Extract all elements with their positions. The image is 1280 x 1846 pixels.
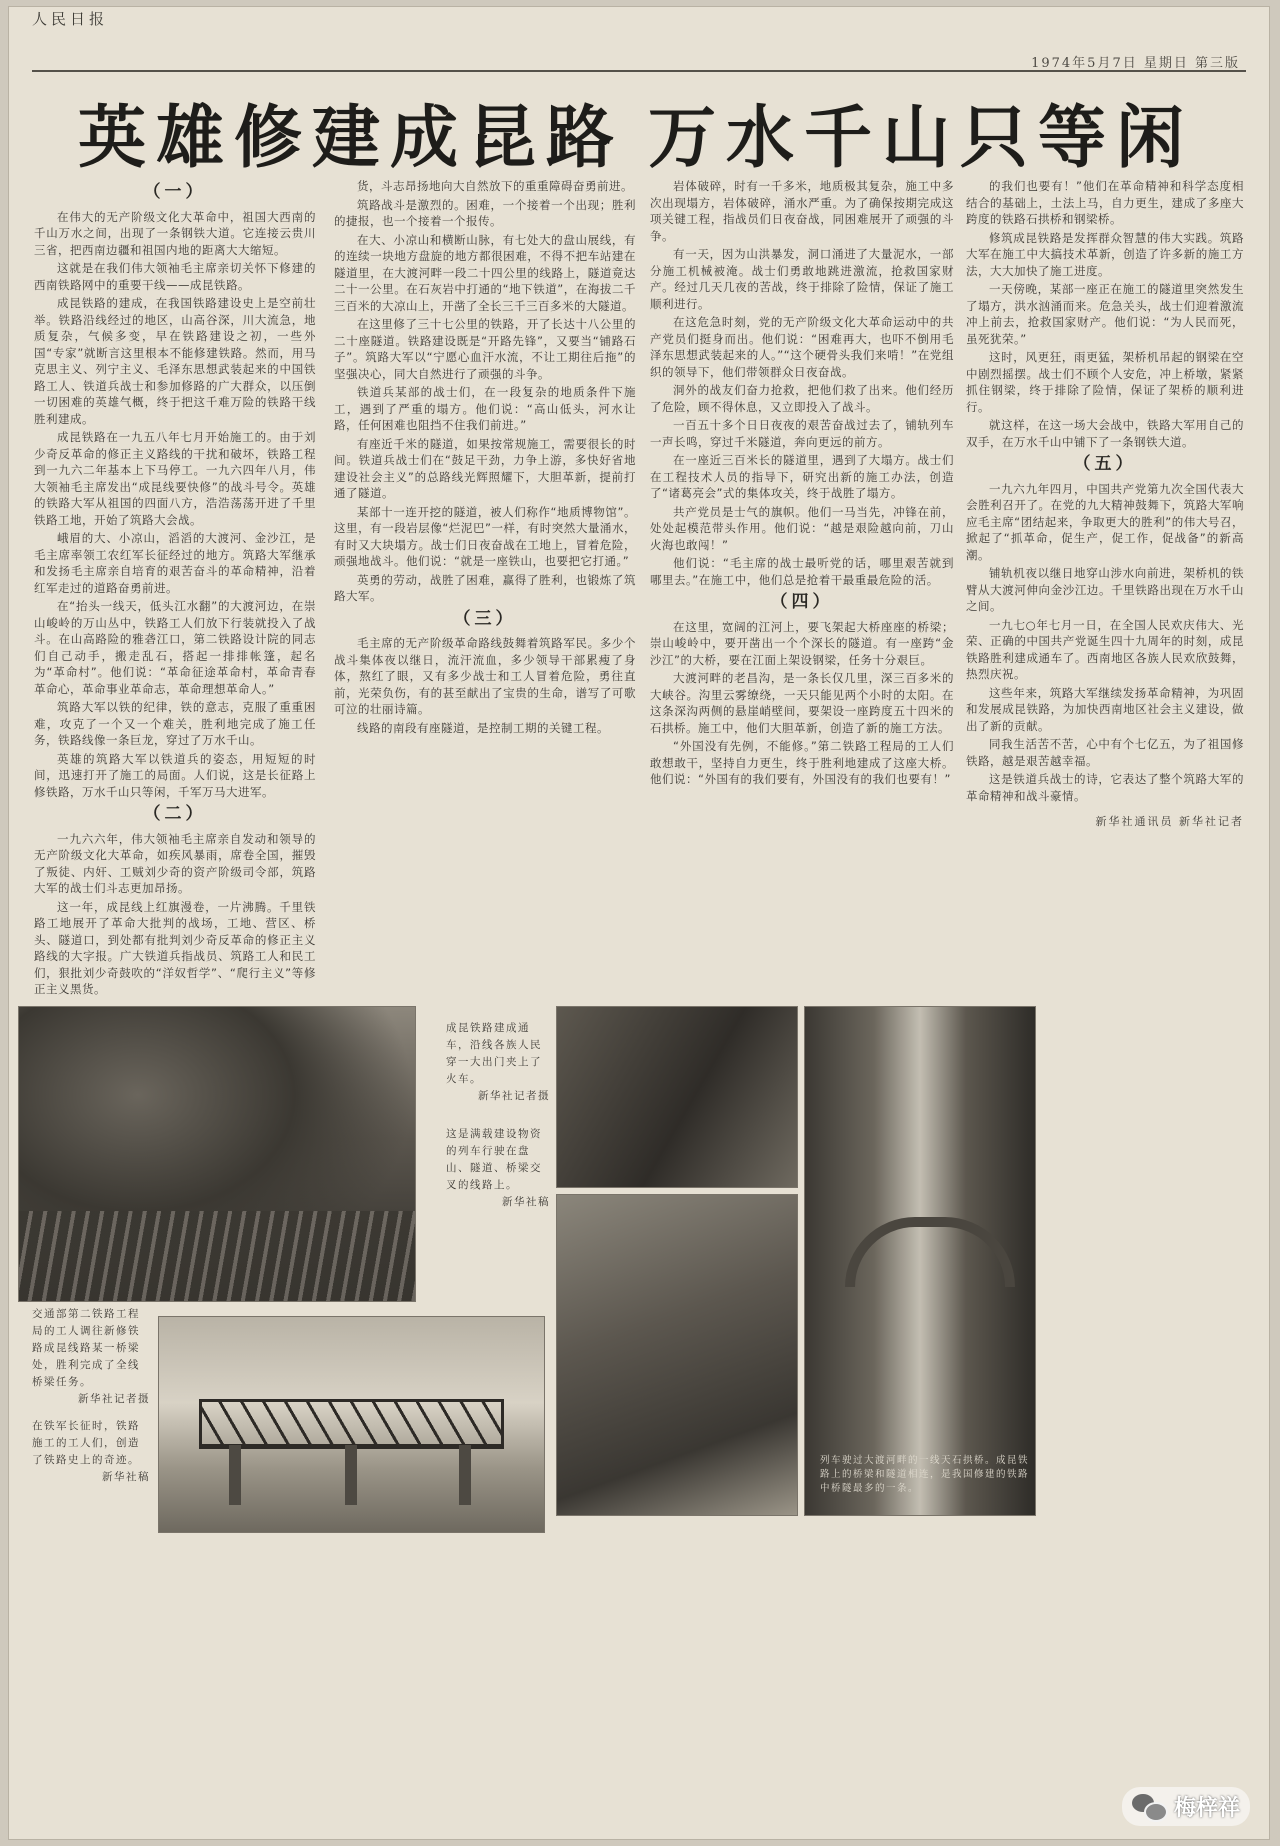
bridge-truss bbox=[199, 1399, 504, 1449]
paragraph: “外国没有先例，不能修。”第二铁路工程局的工人们敢想敢干，坚持自力更生，终于胜利地建成了这座大桥。他们说：“外国有的我们要有，外国没有的我们也要有！” bbox=[650, 739, 954, 786]
paragraph: 峨眉的大、小凉山，滔滔的大渡河、金沙江，是毛主席率领工农红军长征经过的地方。筑路大军继承和发扬毛主席亲自培育的艰苦奋斗的革命精神，沿着红军走过的道路奋勇前进。 bbox=[34, 531, 316, 595]
paragraph: 在大、小凉山和横断山脉，有七处大的盘山展线，有的连续一块地方盘旋的地方都很困难，不得不把车站建在隧道里，在大渡河畔一段二十四公里的线路上，隧道竟达二十一公里。在石灰岩中打通的“地下铁道”，在海拔二千三百米的大凉山上，开凿了全长三千三百多米的大隧道。 bbox=[334, 232, 636, 313]
bridge-arch bbox=[845, 1217, 1015, 1287]
headline-part1: 英雄修建成昆路 bbox=[78, 98, 625, 178]
paragraph: 在这危急时刻，党的无产阶级文化大革命运动中的共产党员们挺身而出。他们说：“困难再大，也吓不倒用毛泽东思想武装起来的人。”“这个硬骨头我们来啃！”在党组织的领导下，他们带领群众日夜奋战。 bbox=[650, 315, 954, 379]
paragraph: 线路的南段有座隧道，是控制工期的关键工程。 bbox=[357, 720, 609, 735]
section-heading-1: （一） bbox=[143, 182, 207, 202]
paragraph: 筑路大军以铁的纪律，铁的意志，克服了重重困难，攻克了一个又一个难关，胜利地完成了施工任务，铁路线像一条巨龙，穿过了万水千山。 bbox=[34, 700, 316, 747]
paragraph: 货，斗志昂扬地向大自然放下的重重障碍奋勇前进。 bbox=[357, 179, 633, 193]
top-rule bbox=[32, 70, 1246, 72]
paragraph: 这一年，成昆线上红旗漫卷，一片沸腾。千里铁路工地展开了革命大批判的战场，工地、营区、桥头、隧道口，到处都有批判刘少奇反革命的修正主义路线的大字报。广大铁道兵指战员、筑路工人和民工们，狠批刘少奇鼓吹的“洋奴哲学”、“爬行主义”等修正主义黑货。 bbox=[34, 899, 316, 996]
paragraph: 在这里修了三十七公里的铁路，开了长达十八公里的二十座隧道。铁路建设既是“开路先锋”，又要当“铺路石子”。筑路大军以“宁愿心血汗水流，不让工期往后拖”的坚强决心，同大自然进行了顽强的斗争。 bbox=[334, 317, 636, 381]
photo-caption bbox=[32, 1306, 150, 1408]
paragraph: 英雄的筑路大军以铁道兵的姿态，用短短的时间，迅速打开了施工的局面。人们说，这是长征路上修铁路，万水千山只等闲，千军万马大进军。 bbox=[34, 751, 316, 799]
photo-workers-portrait bbox=[556, 1006, 798, 1188]
paragraph: 他们说：“毛主席的战士最听党的话，哪里艰苦就到哪里去。”在施工中，他们总是抢着干最重最危险的活。 bbox=[650, 556, 954, 587]
section-heading-5: （五） bbox=[1073, 454, 1137, 474]
paragraph: 修筑成昆铁路是发挥群众智慧的伟大实践。筑路大军在施工中大搞技术革新，创造了许多新的施工方法，大大加快了施工进度。 bbox=[966, 230, 1244, 278]
paragraph: 的我们也要有！”他们在革命精神和科学态度相结合的基础上，土法上马，自力更生，建成了多座大跨度的铁路石拱桥和钢梁桥。 bbox=[966, 179, 1244, 226]
paragraph: 在一座近三百米长的隧道里，遇到了大塌方。战士们在工程技术人员的指导下，研究出新的施工办法，创造了“诸葛亮会”式的集体攻关，终于战胜了塌方。 bbox=[650, 453, 954, 500]
wechat-watermark bbox=[1122, 1787, 1250, 1826]
article-column-2 bbox=[334, 178, 636, 1138]
paragraph: 在伟大的无产阶级文化大革命中，祖国大西南的千山万水之间，出现了一条钢铁大道。它连接云贵川三省，把西南边疆和祖国内地的距离大大缩短。 bbox=[34, 209, 316, 257]
headline-part2: 万水千山只等闲 bbox=[648, 98, 1195, 178]
paragraph: 这就是在我们伟大领袖毛主席亲切关怀下修建的西南铁路网中的重要干线——成昆铁路。 bbox=[34, 261, 316, 292]
paragraph: 一九七○年七月一日，在全国人民欢庆伟大、光荣、正确的中国共产党诞生四十九周年的时刻，成昆铁路胜利建成通车了。西南地区各族人民欢欣鼓舞，热烈庆祝。 bbox=[966, 617, 1244, 681]
paragraph: 有一天，因为山洪暴发，洞口涌进了大量泥水，一部分施工机械被淹。战士们勇敢地跳进激流，抢救国家财产。经过几天几夜的苦战，终于排除了险情，保证了施工顺利进行。 bbox=[650, 247, 954, 311]
article-column-4 bbox=[966, 178, 1244, 1138]
watermark-text: 梅梓祥 bbox=[1173, 1796, 1240, 1821]
paragraph: 岩体破碎，时有一千多米，地质极其复杂，施工中多次出现塌方，岩体破碎，涌水严重。为了确保按期完成这项关键工程，指战员们日夜奋战，同困难展开了顽强的斗争。 bbox=[650, 179, 954, 243]
paragraph: 某部十一连开挖的隧道，被人们称作“地质博物馆”。这里，有一段岩层像“烂泥巴”一样，有时突然大量涌水，有时又大块塌方。战士们日夜奋战在工地上，冒着危险，顽强地战斗。他们说：“就是一座铁山，也要把它打通。” bbox=[334, 504, 636, 568]
photo-workers-on-track bbox=[18, 1006, 416, 1302]
caption-credit: 新华社记者摄 bbox=[78, 1393, 150, 1405]
caption-text: 这是满载建设物资的列车行驶在盘山、隧道、桥梁交叉的线路上。 bbox=[446, 1128, 542, 1191]
headline bbox=[78, 84, 1218, 181]
paragraph: 英勇的劳动，战胜了困难，赢得了胜利，也锻炼了筑路大军。 bbox=[334, 572, 636, 603]
paragraph: 这时，风更狂，雨更猛，架桥机吊起的钢梁在空中剧烈摇摆。战士们不顾个人安危，冲上桥墩，紧紧抓住钢梁，终于排除了险情，保证了架桥的顺利进行。 bbox=[966, 350, 1244, 414]
paragraph: 一九六六年，伟大领袖毛主席亲自发动和领导的无产阶级文化大革命，如疾风暴雨，席卷全国，摧毁了叛徒、内奸、工贼刘少奇的资产阶级司令部，筑路大军的战士们斗志更加昂扬。 bbox=[34, 831, 316, 895]
caption-credit: 新华社稿 bbox=[102, 1471, 150, 1483]
section-heading-2: （二） bbox=[143, 804, 207, 824]
paragraph: 毛主席的无产阶级革命路线鼓舞着筑路军民。多少个战斗集体夜以继日，流汗流血，多少领导干部累瘦了身体，熬红了眼，又有多少战士和工人冒着危险，勇往直前，光荣负伤，有的甚至献出了宝贵的生命，谱写了可歌可泣的壮丽诗篇。 bbox=[334, 636, 636, 716]
photo-caption bbox=[32, 1418, 150, 1486]
article-column-1 bbox=[34, 178, 316, 1138]
dateline: 1974年5月7日 星期日 第三版 bbox=[1031, 56, 1240, 71]
photo-caption bbox=[446, 1020, 550, 1105]
photo-caption bbox=[820, 1454, 1032, 1496]
byline: 新华社通讯员 新华社记者 bbox=[1095, 815, 1244, 828]
paragraph: 筑路战斗是激烈的。困难，一个接着一个出现；胜利的捷报，也一个接着一个报传。 bbox=[334, 197, 636, 228]
caption-credit: 新华社稿 bbox=[502, 1196, 550, 1208]
paragraph: 成昆铁路在一九五八年七月开始施工的。由于刘少奇反革命的修正主义路线的干扰和破坏，铁路工程到一九六二年基本上下马停工。一九六四年八月，伟大领袖毛主席发出“成昆线要快修”的战斗号令。英雄的铁路大军从祖国的四面八方，浩浩荡荡开进了千里铁路工地，开始了筑路大会战。 bbox=[34, 430, 316, 527]
section-heading-3: （三） bbox=[453, 608, 517, 629]
railway-track bbox=[19, 1211, 415, 1301]
paragraph: 一九六九年四月，中国共产党第九次全国代表大会胜利召开了。在党的九大精神鼓舞下，筑路大军响应毛主席“团结起来，争取更大的胜利”的伟大号召，掀起了“抓革命，促生产，促工作，促战备”的新高潮。 bbox=[966, 481, 1244, 562]
paragraph: 一天傍晚，某部一座正在施工的隧道里突然发生了塌方，洪水汹涌而来。危急关头，战士们迎着激流冲上前去，抢救国家财产。他们说：“为人民而死，虽死犹荣。” bbox=[966, 282, 1244, 346]
caption-text: 列车驶过大渡河畔的一线天石拱桥。成昆铁路上的桥梁和隧道相连，是我国修建的铁路中桥隧最多的一条。 bbox=[820, 1455, 1030, 1494]
bridge-pier bbox=[345, 1445, 357, 1505]
caption-text: 在铁军长征时，铁路施工的工人们，创造了铁路史上的奇迹。 bbox=[32, 1420, 140, 1466]
photo-mountain-railway bbox=[556, 1194, 798, 1516]
paragraph: 这些年来，筑路大军继续发扬革命精神，为巩固和发展成昆铁路，为加快西南地区社会主义建设，做出了新的贡献。 bbox=[966, 685, 1244, 733]
section-heading-4: （四） bbox=[770, 592, 834, 612]
paragraph: 铺轨机夜以继日地穿山涉水向前进，架桥机的铁臂从大渡河伸向金沙江边。千里铁路出现在万水千山之间。 bbox=[966, 566, 1244, 613]
paragraph: 一百五十多个日日夜夜的艰苦奋战过去了，铺轨列车一声长鸣，穿过千米隧道，奔向更远的前方。 bbox=[650, 418, 954, 449]
paragraph: 成昆铁路的建成，在我国铁路建设史上是空前壮举。铁路沿线经过的地区，山高谷深，川大流急，地质复杂，气候多变，早在铁路建设之初，一些外国“专家”就断言这里根本不能修建铁路。然而，用马克思主义、列宁主义、毛泽东思想武装起来的中国铁路工人、铁道兵战士和参加修路的广大群众，以压倒一切困难的英雄气概，终于把这千难万险的铁路干线胜利建成。 bbox=[34, 296, 316, 426]
newspaper-page bbox=[8, 6, 1270, 1840]
photo-steel-truss-bridge bbox=[158, 1316, 545, 1533]
paragraph: 洞外的战友们奋力抢救，把他们救了出来。他们经历了危险，顾不得休息，又立即投入了战斗。 bbox=[650, 383, 954, 414]
paragraph: 有座近千米的隧道，如果按常规施工，需要很长的时间。铁道兵战士们在“鼓足干劲，力争上游，多快好省地建设社会主义”的总路线光辉照耀下，大胆革新，提前打通了隧道。 bbox=[334, 436, 636, 500]
paragraph: 在这里，宽阔的江河上，要飞架起大桥座座的桥梁；崇山峻岭中，要开凿出一个个深长的隧道。有一座跨“金沙江”的大桥，要在江面上架设钢梁，任务十分艰巨。 bbox=[650, 619, 954, 667]
photo-caption bbox=[446, 1126, 550, 1211]
paragraph: 大渡河畔的老昌沟，是一条长仅几里，深三百多米的大峡谷。沟里云雾缭绕，一天只能见两个小时的太阳。在这条深沟两侧的悬崖峭壁间，要架设一座跨度五十四米的石拱桥。施工中，他们大胆革新，创造了新的施工方法。 bbox=[650, 671, 954, 735]
paragraph: 这是铁道兵战士的诗，它表达了整个筑路大军的革命精神和战斗豪情。 bbox=[966, 772, 1244, 803]
wechat-icon bbox=[1132, 1794, 1166, 1820]
paragraph: 就这样，在这一场大会战中，铁路大军用自己的双手，在万水千山中铺下了一条钢铁大道。 bbox=[966, 418, 1244, 449]
poem: 同我生活苦不苦，心中有个七亿五，为了祖国修铁路，越是艰苦越幸福。 bbox=[966, 737, 1244, 768]
paragraph: 共产党员是士气的旗帜。他们一马当先，冲锋在前，处处起模范带头作用。他们说：“越是艰险越向前，刀山火海也敢闯！” bbox=[650, 504, 954, 552]
masthead: 人民日报 bbox=[32, 10, 109, 28]
caption-text: 成昆铁路建成通车，沿线各族人民穿一大出门夹上了火车。 bbox=[446, 1022, 542, 1085]
paragraph: 铁道兵某部的战士们，在一段复杂的地质条件下施工，遇到了严重的塌方。他们说：“高山低头，河水让路，任何困难也阻挡不住我们前进。” bbox=[334, 385, 636, 432]
article-column-3 bbox=[650, 178, 954, 1138]
caption-credit: 新华社记者摄 bbox=[478, 1090, 550, 1102]
bridge-pier bbox=[229, 1445, 241, 1505]
bridge-pier bbox=[459, 1445, 471, 1505]
photo-stone-arch-bridge bbox=[804, 1006, 1036, 1516]
caption-text: 交通部第二铁路工程局的工人调往新修铁路成昆线路某一桥梁处，胜利完成了全线桥梁任务。 bbox=[32, 1308, 140, 1388]
paragraph: 在“抬头一线天，低头江水翻”的大渡河边，在崇山峻岭的万山丛中，铁路工人们放下行装就投入了战斗。在山高路险的雅砻江口，第二铁路设计院的同志们自己动手，搬走乱石，搭起一排排帐篷，起名为“革命村”。他们说：“革命征途革命村，革命青春革命心，革命事业革命志，革命理想革命人。” bbox=[34, 599, 316, 696]
